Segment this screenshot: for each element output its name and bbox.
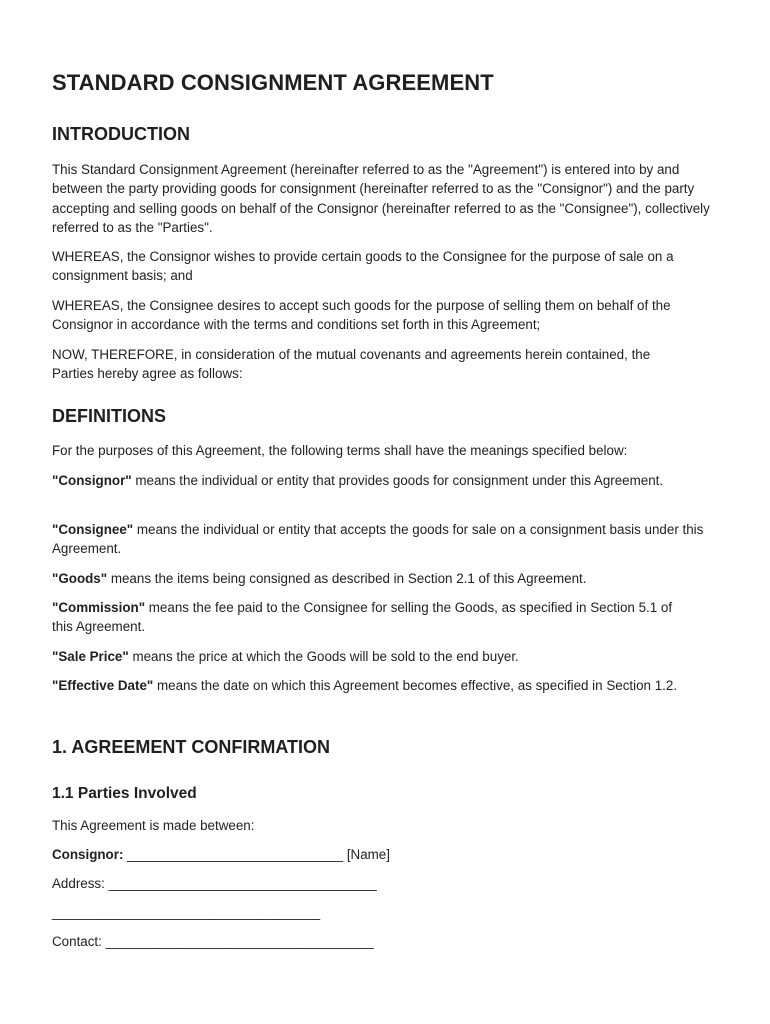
document-title: STANDARD CONSIGNMENT AGREEMENT [52,70,494,95]
definition-text: means the items being consigned as described in Section 2.1 of this Agreement. [107,571,587,586]
consignor-name-blank: _____________________________ [Name] [123,847,390,862]
definition-term: "Consignee" [52,522,134,537]
definitions-intro: For the purposes of this Agreement, the following terms shall have the meanings specified below: [52,443,628,458]
definition-term: "Consignor" [52,473,132,488]
definition-commission [52,598,692,637]
consignor-address-line-2: ____________________________________ [52,905,321,920]
definition-consignee [52,520,712,559]
definition-sale-price [52,647,519,666]
definition-term: "Sale Price" [52,649,129,664]
definition-text: means the individual or entity that provides goods for consignment under this Agreement. [131,473,664,488]
consignor-contact-field: Contact: ____________________________________ [52,934,374,949]
now-therefore-clause: NOW, THEREFORE, in consideration of the mutual covenants and agreements herein contained, the Parties hereby agree as follows: [52,347,651,382]
introduction-paragraph: This Standard Consignment Agreement (hereinafter referred to as the "Agreement") is entered into by and between the party providing goods for consignment (hereinafter referred to as the "Consignor") and the party accepting and selling goods on behalf of the Consignor (hereinafter referred to as the "Consignee"), collectively referred to as the "Parties". [52,162,710,236]
definition-term: "Effective Date" [52,678,154,693]
definitions-heading: DEFINITIONS [52,406,167,426]
definition-consignor [52,471,692,490]
section-1-heading: 1. AGREEMENT CONFIRMATION [52,737,330,757]
definition-term: "Goods" [52,571,108,586]
whereas-clause-2: WHEREAS, the Consignee desires to accept such goods for the purpose of selling them on behalf of the Consignor in accordance with the terms and conditions set forth in this Agreement; [52,298,671,333]
definition-text: means the price at which the Goods will be sold to the end buyer. [128,649,519,664]
consignor-label: Consignor: [52,847,124,862]
definition-effective-date [52,676,712,695]
definition-text: means the individual or entity that accepts the goods for sale on a consignment basis under this Agreement. [52,522,704,557]
subsection-1-1-heading: 1.1 Parties Involved [52,785,197,802]
definition-term: "Commission" [52,600,146,615]
definition-goods [52,569,586,588]
parties-intro: This Agreement is made between: [52,818,255,833]
consignor-name-field [52,845,390,864]
consignor-address-field: Address: ____________________________________ [52,876,377,891]
definition-text: means the fee paid to the Consignee for selling the Goods, as specified in Section 5.1 of this Agreement. [52,600,673,635]
definition-text: means the date on which this Agreement becomes effective, as specified in Section 1.2. [153,678,678,693]
introduction-heading: INTRODUCTION [52,124,190,144]
whereas-clause-1: WHEREAS, the Consignor wishes to provide certain goods to the Consignee for the purpose of sale on a consignment basis; and [52,249,674,284]
